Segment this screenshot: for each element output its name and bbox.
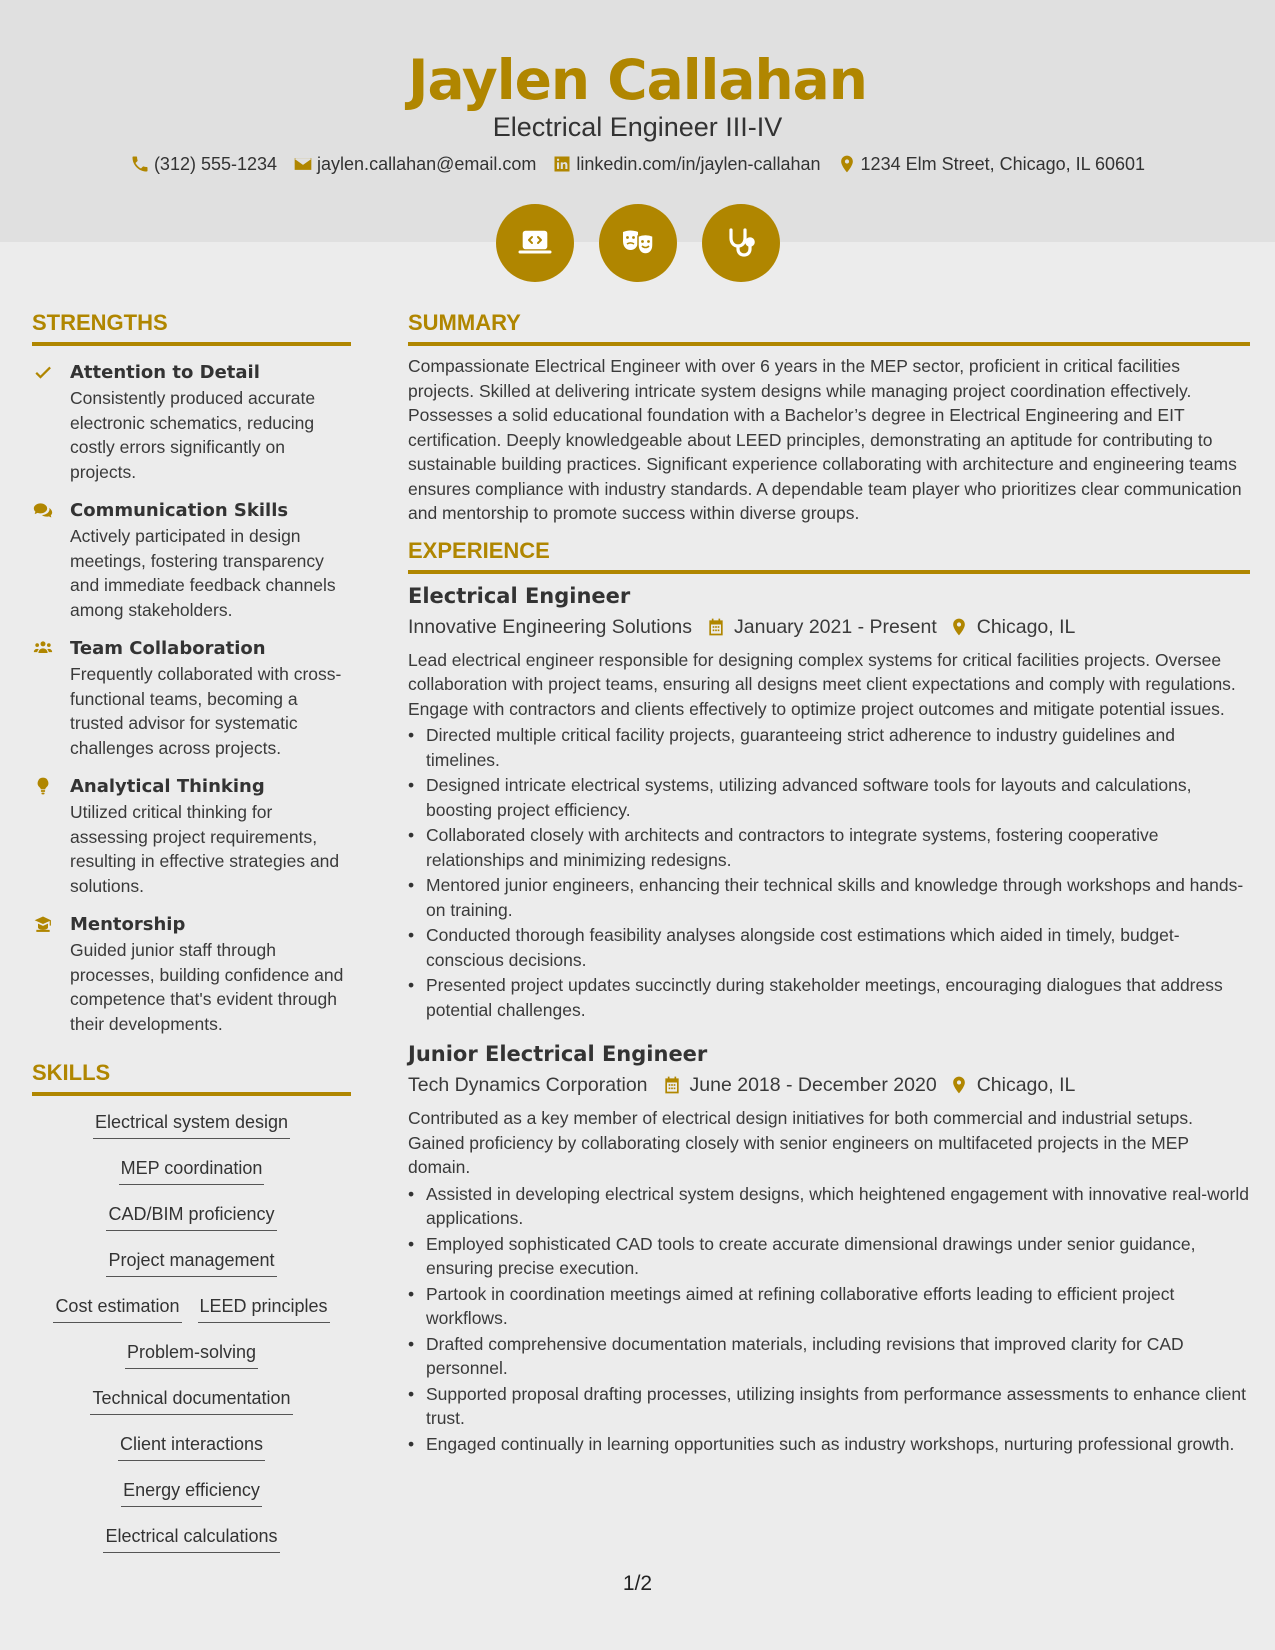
job-title: Junior Electrical Engineer [408,1042,708,1066]
skill-tag: Cost estimation [53,1294,181,1323]
interest-circle [496,204,574,282]
check-icon [32,362,54,382]
job-bullet: • Engaged continually in learning opportunities such as industry workshops, nurturing professional growth. [408,1432,1250,1457]
skill-tag: Electrical calculations [103,1524,279,1553]
strength-title: Communication Skills [70,500,289,521]
job-bullet: • Collaborated closely with architects and contractors to integrate systems, fostering cooperative relationships and minimizing redesigns. [408,823,1250,872]
skill-tag: MEP coordination [119,1156,265,1185]
phone-text: (312) 555-1234 [153,154,278,174]
comments-icon [32,500,54,520]
linkedin-text: linkedin.com/in/jaylen-callahan [576,154,821,174]
job-meta [408,1070,1250,1100]
strength-item [32,636,351,760]
job-bullet: • Supported proposal drafting processes, utilizing insights from performance assessments to enhance client trust. [408,1382,1250,1431]
page-number: 1/2 [622,1572,653,1595]
envelope-icon [293,154,313,174]
phone-icon [130,154,150,174]
candidate-title: Electrical Engineer III-IV [492,112,783,142]
job-location: Chicago, IL [976,615,1076,638]
job-bullets [408,723,1250,1022]
skill-tag: Client interactions [118,1432,265,1461]
skill-tag: Problem-solving [125,1340,258,1369]
skills-list [32,1110,351,1553]
job-bullet: • Mentored junior engineers, enhancing their technical skills and knowledge through workshops and hands-on training. [408,873,1250,922]
experience-heading: EXPERIENCE [408,536,1250,574]
strength-item [32,498,351,622]
skill-tag: Project management [106,1248,276,1277]
skill-tag: LEED principles [198,1294,330,1323]
strength-item [32,774,351,898]
candidate-name: Jaylen Callahan [408,48,867,112]
summary-heading: SUMMARY [408,308,1250,346]
strength-item [32,912,351,1036]
job-bullet: • Assisted in developing electrical system designs, which heightened engagement with innovative real-world applications. [408,1182,1250,1231]
job-bullet: • Directed multiple critical facility projects, guaranteeing strict adherence to industry guidelines and timelines. [408,723,1250,772]
job-bullet: • Drafted comprehensive documentation materials, including revisions that improved clarity for CAD personnel. [408,1332,1250,1381]
contact-email[interactable] [293,152,536,176]
right-column [408,308,1250,1457]
left-column [32,308,351,1570]
summary-text: Compassionate Electrical Engineer with over 6 years in the MEP sector, proficient in critical facilities projects. Skilled at delivering intricate system designs while managing project coordination effectively. Possesses a solid educational foundation with a Bachelor’s degree in Electrical Engineering and EIT certification. Deeply knowledgeable about LEED principles, demonstrating an aptitude for contributing to sustainable building practices. Significant experience collaborating with architecture and engineering teams ensures compliance with industry standards. A dependable team player who prioritizes clear communication and mentorship to promote success within diverse groups. [408,356,1242,523]
job-location: Chicago, IL [976,1074,1076,1096]
skill-tag: Technical documentation [90,1386,292,1415]
users-icon [32,638,54,658]
strength-item [32,360,351,484]
strength-title: Analytical Thinking [70,776,265,797]
job-bullet: • Designed intricate electrical systems, utilizing advanced software tools for layouts and calculations, boosting project efficiency. [408,773,1250,822]
job-bullet: • Partook in coordination meetings aimed at refining collaborative efforts leading to efficient project workflows. [408,1282,1250,1331]
job-company: Tech Dynamics Corporation [408,1074,648,1096]
contact-phone[interactable] [130,152,277,176]
strength-title: Attention to Detail [70,362,260,383]
job-entry [408,1040,1250,1456]
job-bullet: • Employed sophisticated CAD tools to create accurate dimensional drawings under senior guidance, ensuring precise execution. [408,1232,1250,1281]
strength-title: Mentorship [70,914,186,935]
job-entry [408,582,1250,1023]
laptop-code-icon [515,223,555,263]
strength-desc: Frequently collaborated with cross-functional teams, becoming a trusted advisor for systematic challenges across projects. [70,664,342,758]
contact-address [837,152,1146,176]
strength-title: Team Collaboration [70,638,266,659]
interest-circle [702,204,780,282]
address-text: 1234 Elm Street, Chicago, IL 60601 [860,154,1146,174]
strength-desc: Consistently produced accurate electronic schematics, reducing costly errors significantly on projects. [70,388,316,482]
strength-desc: Guided junior staff through processes, building confidence and competence that's evident through their developments. [70,940,344,1034]
calendar-icon [706,616,726,638]
strengths-heading: STRENGTHS [32,308,351,346]
strength-desc: Actively participated in design meetings, fostering transparency and immediate feedback channels among stakeholders. [70,526,336,620]
skill-tag: Electrical system design [93,1110,290,1139]
map-marker-icon [949,616,969,638]
interest-icons [0,204,1275,282]
job-bullet: • Conducted thorough feasibility analyses alongside cost estimations which aided in timely, budget-conscious decisions. [408,923,1250,972]
linkedin-icon [552,154,572,174]
skills-heading: SKILLS [32,1058,351,1096]
job-bullets [408,1182,1250,1457]
skill-tag: Energy efficiency [121,1478,262,1507]
job-description: Contributed as a key member of electrical design initiatives for both commercial and industrial setups. Gained proficiency by collaborating closely with senior engineers on multifaceted projects in the MEP domain. [408,1108,1193,1177]
job-dates: June 2018 - December 2020 [689,1074,937,1096]
job-title: Electrical Engineer [408,583,631,608]
job-meta [408,612,1250,642]
interest-circle [599,204,677,282]
job-bullet: • Presented project updates succinctly during stakeholder meetings, encouraging dialogues that address potential challenges. [408,973,1250,1022]
contact-bar [0,152,1275,176]
lightbulb-icon [32,776,54,796]
map-marker-icon [837,154,857,174]
strength-desc: Utilized critical thinking for assessing project requirements, resulting in effective strategies and solutions. [70,802,340,896]
map-marker-icon [949,1074,969,1096]
stethoscope-icon [721,223,761,263]
chalkboard-teacher-icon [32,914,54,934]
calendar-icon [662,1074,682,1096]
contact-linkedin[interactable] [552,152,820,176]
job-dates: January 2021 - Present [734,615,937,638]
email-text: jaylen.callahan@email.com [317,154,537,174]
skill-tag: CAD/BIM proficiency [106,1202,276,1231]
masks-theater-icon [618,223,658,263]
job-company: Innovative Engineering Solutions [408,615,693,638]
job-description: Lead electrical engineer responsible for designing complex systems for critical facilities projects. Oversee collaboration with project teams, ensuring all designs meet client expectations and comply with regulations. Engage with contractors and clients effectively to optimize project outcomes and mitigate potential issues. [408,649,1236,719]
